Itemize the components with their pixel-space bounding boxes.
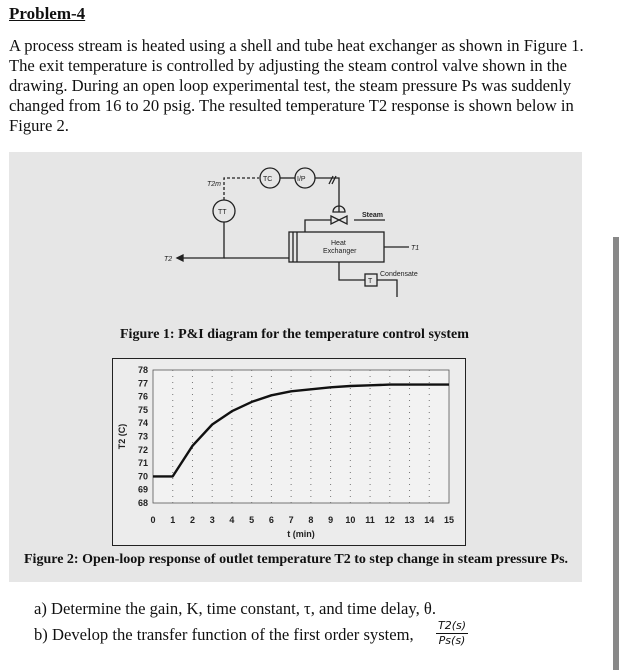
y-tick-label: 72 bbox=[137, 444, 148, 455]
x-tick-label: 1 bbox=[170, 515, 176, 525]
t1-label: T1 bbox=[411, 245, 420, 252]
pid-diagram bbox=[9, 152, 582, 317]
tt-label: TT bbox=[218, 209, 227, 216]
x-tick-label: 2 bbox=[189, 515, 195, 525]
x-tick-label: 5 bbox=[249, 515, 255, 525]
fraction-denominator: Ps(s) bbox=[438, 634, 466, 647]
y-tick-label: 75 bbox=[137, 404, 148, 415]
problem-statement: A process stream is heated using a shell and tube heat exchanger as shown in Figure 1. The exit temperature is controlled by adjusting the steam control valve shown in the drawing. During an open loop experimental test, the steam pressure Ps was suddenly changed from 16 to 20 psig. The resulted temperature T2 response is shown below in Figure 2. bbox=[9, 36, 584, 135]
figure2-caption: Figure 2: Open-loop response of outlet temperature T2 to step change in steam pressure Ps. bbox=[24, 552, 569, 567]
y-tick-label: 73 bbox=[137, 431, 148, 442]
x-tick-label: 9 bbox=[328, 515, 334, 525]
y-tick-label: 76 bbox=[137, 391, 148, 402]
tc-label: TC bbox=[263, 176, 273, 183]
transfer-function-fraction bbox=[436, 619, 468, 648]
hx-label-2: Exchanger bbox=[323, 248, 357, 255]
question-a: a) Determine the gain, K, time constant, τ, and time delay, θ. bbox=[34, 599, 436, 618]
y-tick-label: 69 bbox=[137, 484, 148, 495]
y-tick-label: 77 bbox=[137, 378, 148, 389]
x-tick-label: 4 bbox=[229, 515, 235, 525]
x-tick-label: 13 bbox=[404, 515, 415, 525]
question-b: b) Develop the transfer function of the first order system, bbox=[34, 625, 414, 644]
trap-label: T bbox=[368, 278, 373, 285]
x-tick-label: 7 bbox=[288, 515, 294, 525]
hx-label-1: Heat bbox=[331, 240, 346, 247]
x-tick-label: 10 bbox=[345, 515, 356, 525]
figure1-caption: Figure 1: P&I diagram for the temperature control system bbox=[120, 327, 469, 342]
t2m-label: T2m bbox=[207, 181, 221, 188]
x-tick-label: 3 bbox=[209, 515, 215, 525]
y-tick-label: 71 bbox=[137, 458, 148, 469]
x-tick-label: 12 bbox=[384, 515, 395, 525]
x-tick-label: 14 bbox=[424, 515, 435, 525]
ip-label: I/P bbox=[297, 176, 306, 183]
scrollbar[interactable] bbox=[613, 237, 619, 670]
x-tick-label: 6 bbox=[268, 515, 274, 525]
problem-title: Problem-4 bbox=[9, 4, 86, 23]
y-tick-label: 78 bbox=[137, 365, 148, 375]
x-tick-label: 8 bbox=[308, 515, 314, 525]
x-tick-label: 11 bbox=[365, 515, 375, 525]
x-axis-label: t (min) bbox=[287, 529, 315, 539]
y-tick-label: 68 bbox=[137, 498, 148, 508]
condensate-label: Condensate bbox=[380, 271, 418, 278]
y-tick-label: 70 bbox=[137, 471, 148, 482]
steam-label: Steam bbox=[362, 212, 384, 219]
x-tick-label: 0 bbox=[150, 515, 156, 525]
response-chart-frame bbox=[112, 358, 466, 546]
y-axis-label: T2 (C) bbox=[117, 423, 127, 450]
x-tick-label: 15 bbox=[443, 515, 455, 525]
fraction-numerator: T2(s) bbox=[438, 619, 467, 632]
t2-label: T2 bbox=[164, 256, 173, 263]
y-tick-label: 74 bbox=[137, 418, 148, 429]
